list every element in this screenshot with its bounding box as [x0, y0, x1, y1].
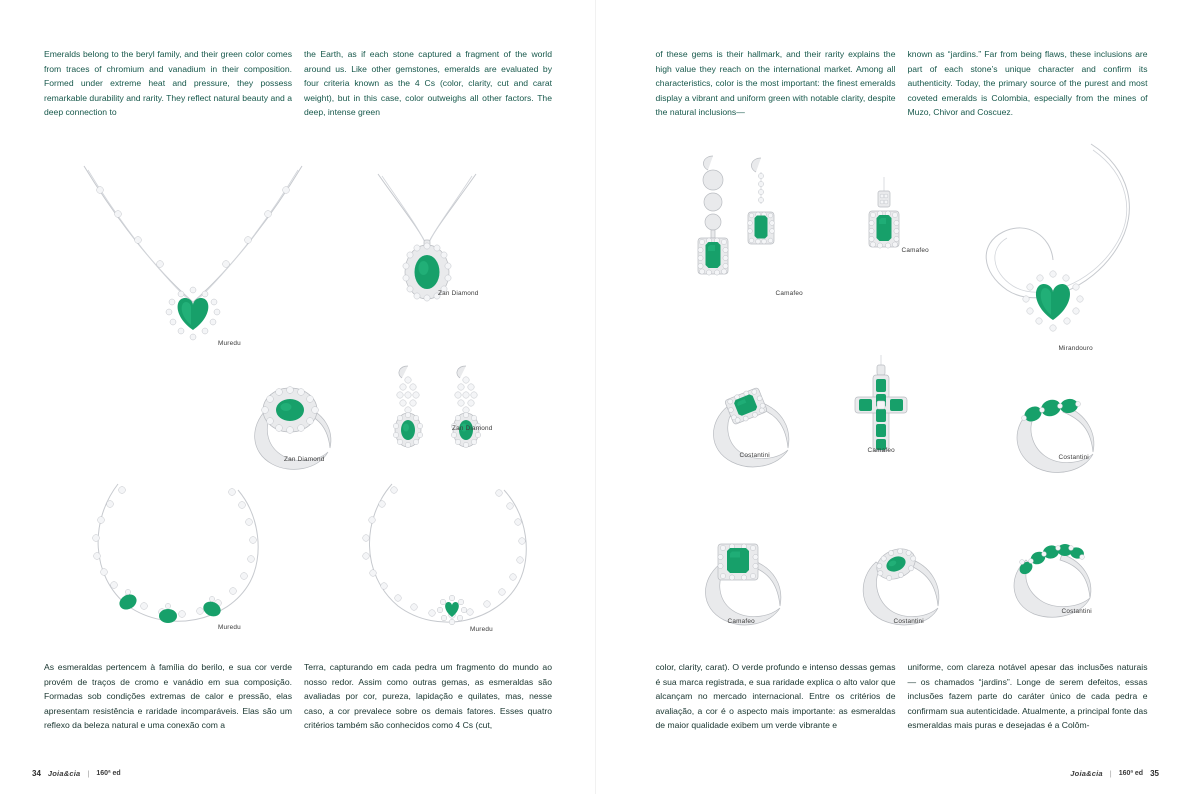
- jewelry-pendant-oval: [372, 168, 482, 298]
- caption-costantini-ring-2: Costantini: [1058, 454, 1089, 461]
- caption-mirandouro-necklace: Mirandouro: [1058, 345, 1093, 352]
- left-bottom-text-columns: [44, 660, 552, 733]
- jewelry-pendant-emerald-cut: [854, 175, 929, 265]
- right-bottom-column-2: uniforme, com clareza notável apesar das inclusões naturais — os chamados “jardins”. Longe de serem defeitos, essas inclusões fazem parte do caráter único de cada pedra e confirmam sua autenticidade. Atualmente, a principal fonte das esmeraldas mais puras e desejadas é a Colôm-: [907, 662, 1148, 731]
- left-footer-edition: 160ª ed: [96, 770, 121, 777]
- jewelry-ring-eternity: [996, 520, 1111, 625]
- jewelry-bracelet-2: [356, 474, 536, 634]
- jewelry-bracelet-1: [88, 472, 268, 632]
- caption-camafeo-earrings: Camafeo: [775, 290, 803, 297]
- right-top-column-1: of these gems is their hallmark, and their rarity explains the high value they reach on the international market. Among all characteristics, color is the most important: the finest emeralds display a vibrant and uniform green with notable clarity, despite the natural inclusions—: [655, 49, 896, 118]
- caption-camafeo-pendant: Camafeo: [901, 247, 929, 254]
- right-top-text-columns: [656, 47, 1148, 120]
- right-page-footer: [1070, 769, 1159, 778]
- caption-muredu-bracelet-2: Muredu: [470, 626, 493, 633]
- left-top-column-1: Emeralds belong to the beryl family, and their green color comes from traces of chromium and vanadium in their composition. Formed under extreme heat and pressure, they possess remarkable durability and rarity. They reflect natural beauty and a deep connection to: [44, 49, 292, 118]
- caption-zan-diamond-ring: Zan Diamond: [284, 456, 325, 463]
- caption-muredu-bracelet-1: Muredu: [218, 624, 241, 631]
- jewelry-long-earrings: [691, 150, 801, 310]
- jewelry-ring-emerald-cut-1: [694, 370, 804, 470]
- caption-costantini-ring-1: Costantini: [739, 452, 770, 459]
- caption-camafeo-ring: Camafeo: [727, 618, 755, 625]
- caption-zan-diamond-earrings: Zan Diamond: [452, 425, 493, 432]
- caption-muredu-necklace: Muredu: [218, 340, 241, 347]
- right-bottom-column-1: color, clarity, carat). O verde profundo e intenso dessas gemas é sua marca registrada, e sua raridade explica o alto valor que alcançam no mercado internacional. Entre os critérios de avaliação, a cor é o aspecto mais importante: as esmeraldas de maior qualidade exibem um verde vibrante e: [655, 662, 896, 731]
- left-top-text-columns: [44, 47, 552, 120]
- caption-zan-diamond-pendant: Zan Diamond: [438, 290, 479, 297]
- left-bottom-column-1: As esmeraldas pertencem à família do berilo, e sua cor verde provém de traços de cromo e vanádio em sua composição. Formadas sob condições extremas de calor e pressão, elas apresentam resistência e raridade incomparáveis. Elas são um reflexo da beleza natural e uma conexão com a: [44, 662, 292, 731]
- right-top-column-2: known as “jardins.” Far from being flaws, these inclusions are part of each stone’s unique character and confirm its authenticity. Today, the primary source of the purest and most coveted emeralds is Colombia, especially from the mines of Muzo, Chivor and Coscuez.: [907, 49, 1148, 118]
- left-bottom-column-2: Terra, capturando em cada pedra um fragmento do mundo ao nosso redor. Assim como outras gemas, as esmeraldas são avaliadas por cor, pureza, lapidação e quilates, mas, nesse caso, a cor prevalece sobre os demais fatores. Esses quatro critérios também são conhecidos como 4 Cs (cut,: [304, 662, 552, 731]
- right-footer-edition: 160ª ed: [1118, 770, 1144, 777]
- left-top-column-2: the Earth, as if each stone captured a fragment of the world around us. Like other gemstones, emeralds are evaluated by four criteria known as the 4 Cs (color, clarity, cut and carat weight), but in this case, color outweighs all other factors. The deep, intense green: [304, 49, 552, 118]
- left-footer-separator: |: [87, 769, 90, 778]
- right-footer-brand: Joia&cia: [1070, 769, 1103, 778]
- jewelry-cross-pendant: [836, 355, 926, 465]
- right-bottom-text-columns: [656, 660, 1148, 733]
- jewelry-ring-emerald-cut-2: [686, 530, 796, 630]
- jewelry-ring-oval: [846, 530, 956, 630]
- right-page: [596, 0, 1191, 794]
- caption-costantini-ring-4: Costantini: [1061, 608, 1092, 615]
- jewelry-earrings-drop: [382, 360, 502, 465]
- left-page-number: 34: [32, 769, 41, 778]
- jewelry-necklace-heart-large: [941, 140, 1156, 355]
- jewelry-necklace-heart: [78, 152, 308, 352]
- caption-camafeo-cross: Camafeo: [867, 447, 895, 454]
- right-footer-separator: |: [1109, 769, 1112, 778]
- right-page-number: 35: [1150, 769, 1159, 778]
- left-footer-brand: Joia&cia: [47, 769, 81, 778]
- caption-costantini-ring-3: Costantini: [893, 618, 924, 625]
- jewelry-ring-halo: [232, 366, 350, 476]
- jewelry-ring-three-stone: [1001, 378, 1111, 473]
- left-page-footer: [32, 769, 121, 778]
